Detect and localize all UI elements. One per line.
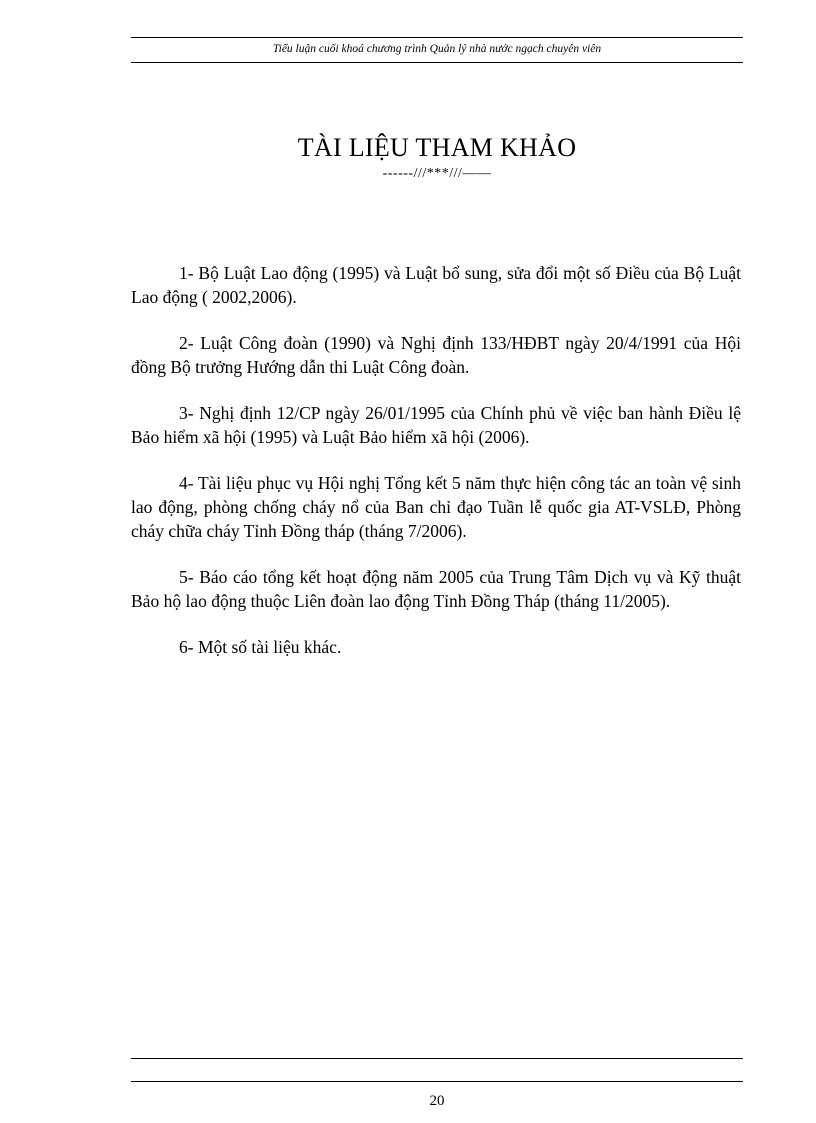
running-header: Tiểu luận cuối khoá chương trình Quản lý nhà nước ngạch chuyên viên <box>272 43 602 55</box>
title-decoration: ------///***///—— <box>382 166 492 181</box>
header-top-rule <box>131 37 743 38</box>
reference-item: 6- Một số tài liệu khác. <box>179 637 342 657</box>
reference-item: 4- Tài liệu phục vụ Hội nghị Tổng kết 5 năm thực hiện công tác an toàn vệ sinh lao động, phòng chống cháy nổ của Ban chỉ đạo Tuần lễ quốc gia AT-VSLĐ, Phòng cháy chữa cháy Tỉnh Đồng tháp (tháng 7/2006). <box>131 473 741 541</box>
reference-item: 2- Luật Công đoàn (1990) và Nghị định 133/HĐBT ngày 20/4/1991 của Hội đồng Bộ trưởng Hướng dẫn thi Luật Công đoàn. <box>131 333 741 377</box>
page-number: 20 <box>429 1093 445 1109</box>
reference-item: 3- Nghị định 12/CP ngày 26/01/1995 của Chính phủ về việc ban hành Điều lệ Bảo hiểm xã hội (1995) và Luật Bảo hiểm xã hội (2006). <box>131 403 741 447</box>
reference-item: 1- Bộ Luật Lao động (1995) và Luật bổ sung, sửa đổi một số Điều của Bộ Luật Lao động ( 2002,2006). <box>131 263 741 307</box>
footer-bottom-rule <box>131 1081 743 1082</box>
page-title: TÀI LIỆU THAM KHẢO <box>297 133 577 162</box>
footer-top-rule <box>131 1058 743 1059</box>
reference-list <box>131 261 741 681</box>
reference-item: 5- Báo cáo tổng kết hoạt động năm 2005 của Trung Tâm Dịch vụ và Kỹ thuật Bảo hộ lao động thuộc Liên đoàn lao động Tỉnh Đồng Tháp (tháng 11/2005). <box>131 567 741 611</box>
header-bottom-rule <box>131 62 743 63</box>
